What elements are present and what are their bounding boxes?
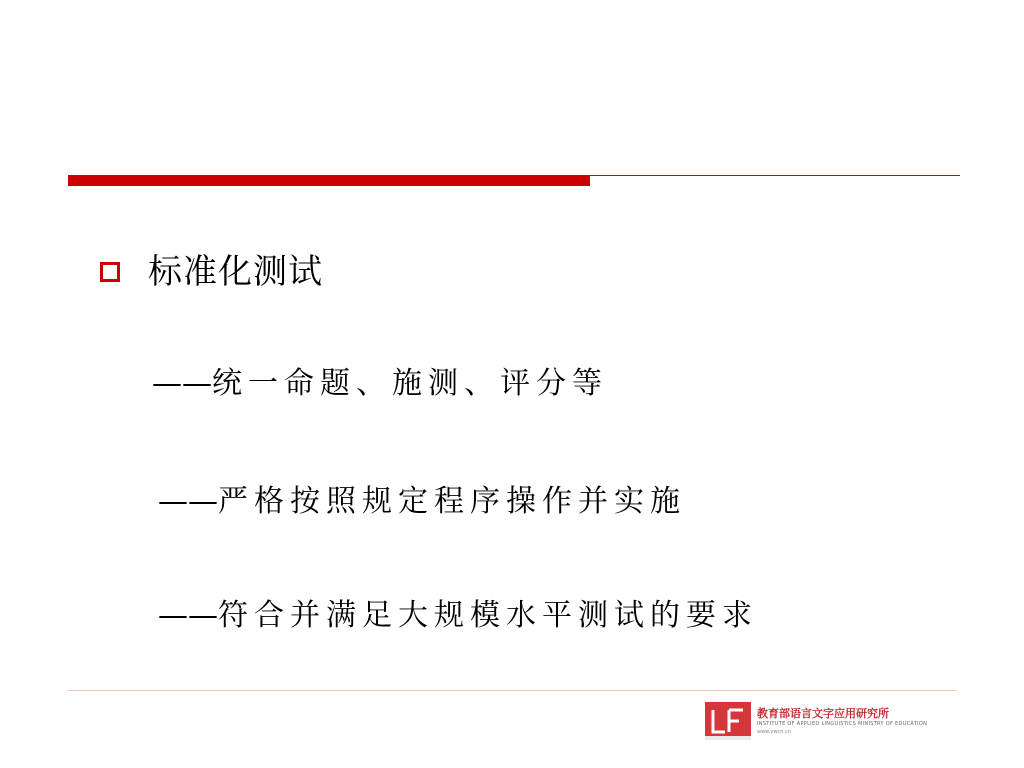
em-dash: —— — [158, 598, 218, 633]
heading-bullet-row — [100, 249, 323, 295]
sub-line-text: 严格按照规定程序操作并实施 — [218, 484, 686, 519]
em-dash: —— — [158, 484, 218, 519]
institute-logo-icon — [705, 702, 751, 740]
institute-logo — [705, 700, 985, 742]
sub-line-1 — [152, 364, 608, 404]
top-rule-thick — [68, 175, 590, 186]
institute-url: www.ywcn.cn — [757, 728, 791, 735]
sub-line-text: 符合并满足大规模水平测试的要求 — [218, 598, 758, 633]
institute-name-en: INSTITUTE OF APPLIED LINGUISTICS MINISTRY OF EDUCATION — [757, 720, 928, 727]
em-dash: —— — [152, 366, 212, 401]
sub-line-2 — [158, 482, 686, 522]
square-bullet-icon — [100, 262, 120, 282]
bottom-rule — [68, 690, 956, 691]
top-rule-thin — [590, 175, 960, 176]
heading-title: 标准化测试 — [148, 252, 323, 292]
sub-line-3 — [158, 596, 758, 636]
institute-name-cn: 教育部语言文字应用研究所 — [757, 706, 889, 720]
institute-logo-text — [757, 708, 927, 735]
sub-line-text: 统一命题、施测、评分等 — [212, 366, 608, 401]
